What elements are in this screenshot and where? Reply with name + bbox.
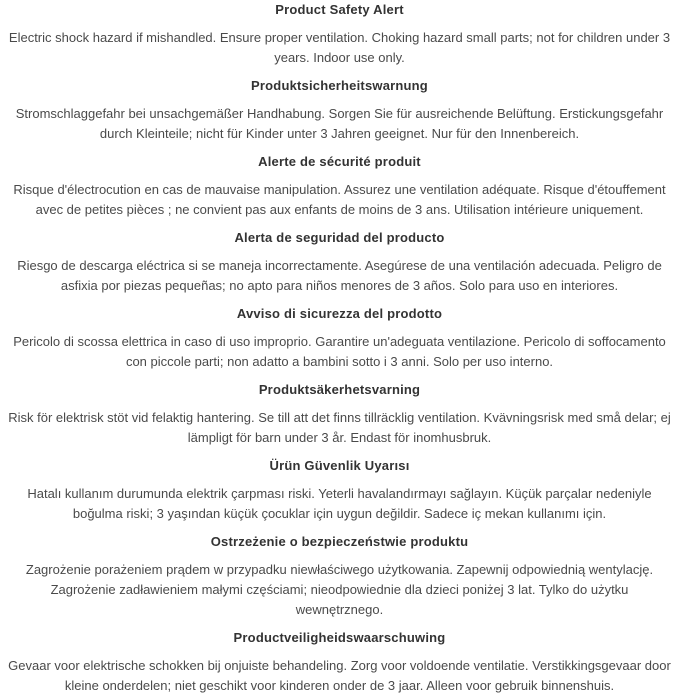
safety-section-sv: [6, 380, 673, 448]
safety-heading-fr: Alerte de sécurité produit: [258, 154, 421, 169]
safety-body-fr: Risque d'électrocution en cas de mauvaise manipulation. Assurez une ventilation adéquate. Risque d'étouffement avec de petites pièces ; ne convient pas aux enfants de moins de 3 ans. Utilisation intérieure uniquement.: [13, 182, 666, 217]
safety-section-en: [6, 0, 673, 68]
safety-section-it: [6, 304, 673, 372]
safety-heading-en: Product Safety Alert: [275, 2, 404, 17]
safety-body-sv: Risk för elektrisk stöt vid felaktig hantering. Se till att det finns tillräcklig ventilation. Kvävningsrisk med små delar; ej lämpligt för barn under 3 år. Endast för inomhusbruk.: [8, 410, 671, 445]
safety-section-fr: [6, 152, 673, 220]
safety-heading-sv: Produktsäkerhetsvarning: [258, 382, 421, 397]
safety-body-es: Riesgo de descarga eléctrica si se maneja incorrectamente. Asegúrese de una ventilación adecuada. Peligro de asfixia por piezas pequeñas; no apto para niños menores de 3 años. Solo para uso en interiores.: [17, 258, 662, 293]
safety-heading-tr: Ürün Güvenlik Uyarısı: [269, 458, 410, 473]
safety-heading-nl: Productveiligheidswaarschuwing: [233, 630, 446, 645]
safety-section-nl: [6, 628, 673, 696]
safety-heading-de: Produktsicherheitswarnung: [251, 78, 428, 93]
safety-section-de: [6, 76, 673, 144]
safety-body-de: Stromschlaggefahr bei unsachgemäßer Handhabung. Sorgen Sie für ausreichende Belüftung. Erstickungsgefahr durch Kleinteile; nicht für Kinder unter 3 Jahren geeignet. Nur für den Innenbereich.: [15, 106, 664, 141]
safety-section-tr: [6, 456, 673, 524]
safety-heading-it: Avviso di sicurezza del prodotto: [236, 306, 443, 321]
safety-section-es: [6, 228, 673, 296]
safety-heading-es: Alerta de seguridad del producto: [234, 230, 445, 245]
safety-heading-pl: Ostrzeżenie o bezpieczeństwie produktu: [210, 534, 469, 549]
safety-body-en: Electric shock hazard if mishandled. Ensure proper ventilation. Choking hazard small parts; not for children under 3 years. Indoor use only.: [8, 30, 671, 65]
safety-body-nl: Gevaar voor elektrische schokken bij onjuiste behandeling. Zorg voor voldoende ventilatie. Verstikkingsgevaar door kleine onderdelen; niet geschikt voor kinderen onder de 3 jaar. Alleen voor gebruik binnenshuis.: [8, 658, 671, 693]
safety-body-tr: Hatalı kullanım durumunda elektrik çarpması riski. Yeterli havalandırmayı sağlayın. Küçük parçalar nedeniyle boğulma riski; 3 yaşından küçük çocuklar için uygun değildir. Sadece iç mekan kullanımı için.: [27, 486, 652, 521]
safety-section-pl: [6, 532, 673, 620]
safety-body-it: Pericolo di scossa elettrica in caso di uso improprio. Garantire un'adeguata ventilazione. Pericolo di soffocamento con piccole parti; non adatto a bambini sotto i 3 anni. Solo per uso interno.: [13, 334, 666, 369]
safety-body-pl: Zagrożenie porażeniem prądem w przypadku niewłaściwego użytkowania. Zapewnij odpowiednią wentylację. Zagrożenie zadławieniem małymi częściami; nieodpowiednie dla dzieci poniżej 3 lat. Tylko do użytku wewnętrznego.: [25, 562, 654, 617]
